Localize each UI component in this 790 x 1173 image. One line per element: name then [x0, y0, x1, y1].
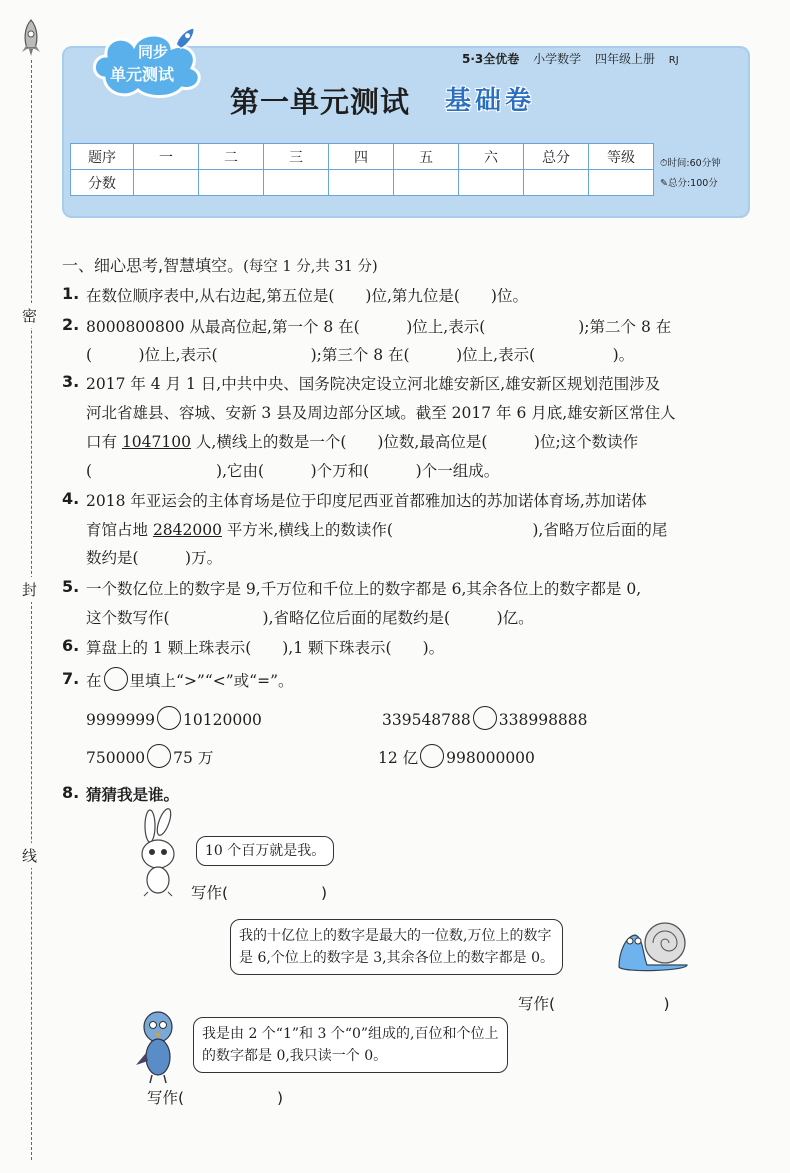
- speech-bubble-rabbit: 10 个百万就是我。: [196, 836, 334, 866]
- bird-icon: [128, 1005, 188, 1085]
- question-3-line2: 河北省雄县、容城、安新 3 县及周边部分区域。截至 2017 年 6 月底,雄安新区常住人: [86, 404, 676, 422]
- score-cell[interactable]: [134, 170, 199, 196]
- compare-item-3: [86, 744, 213, 768]
- question-2-line1: 8000800800 从最高位起,第一个 8 在( )位上,表示( );第二个 8 在: [86, 318, 672, 336]
- question-number: 5.: [62, 577, 80, 596]
- edition-label: RJ: [668, 55, 679, 66]
- table-head-cell: 题序: [71, 144, 134, 170]
- unit-test-badge: [86, 20, 216, 98]
- table-row-label: 分数: [71, 170, 134, 196]
- compare-left: 9999999: [86, 711, 156, 729]
- answer-prompt-2[interactable]: 写作( ): [518, 995, 670, 1013]
- score-icon: ✎: [660, 178, 668, 189]
- score-cell[interactable]: [264, 170, 329, 196]
- question-3-line1: 2017 年 4 月 1 日,中共中央、国务院决定设立河北雄安新区,雄安新区规划范围涉及: [86, 375, 661, 393]
- table-head-cell: 五: [394, 144, 459, 170]
- answer-prompt-3[interactable]: 写作( ): [147, 1089, 284, 1107]
- grade-label: 四年级上册: [594, 52, 655, 66]
- score-cell[interactable]: [459, 170, 524, 196]
- badge-line2: 单元测试: [110, 65, 175, 84]
- question-number: 2.: [62, 315, 80, 334]
- question-6-text: 算盘上的 1 颗上珠表示( ),1 颗下珠表示( )。: [86, 639, 445, 657]
- bubble-line: 的数字都是 0,我只读一个 0。: [202, 1048, 388, 1064]
- table-head-cell: 二: [199, 144, 264, 170]
- section-heading: [62, 253, 378, 276]
- time-label: 时间:60分钟: [667, 158, 721, 169]
- bubble-line: 是 6,个位上的数字是 3,其余各位上的数字都是 0。: [239, 950, 554, 966]
- score-cell[interactable]: [394, 170, 459, 196]
- table-head-cell: 一: [134, 144, 199, 170]
- score-cell[interactable]: [589, 170, 654, 196]
- time-info: [660, 155, 721, 169]
- question-3-line3: [86, 430, 638, 452]
- score-table-row: [71, 170, 654, 196]
- section-title: 一、细心思考,智慧填空。: [62, 256, 244, 275]
- compare-item-1: [86, 706, 262, 730]
- bubble-line: 我的十亿位上的数字是最大的一位数,万位上的数字: [239, 928, 552, 944]
- side-mark-seal: 封: [22, 577, 37, 602]
- q7-text-post: 里填上“>”“<”或“=”。: [129, 672, 294, 690]
- side-mark-line: 线: [22, 843, 37, 868]
- score-cell[interactable]: [524, 170, 589, 196]
- rabbit-icon: [128, 808, 192, 898]
- subject-label: 小学数学: [533, 52, 582, 66]
- score-table: [70, 143, 654, 196]
- score-cell[interactable]: [199, 170, 264, 196]
- compare-right: 75 万: [173, 749, 214, 767]
- table-head-cell: 等级: [589, 144, 654, 170]
- table-head-cell: 六: [459, 144, 524, 170]
- question-number: 8.: [62, 783, 80, 802]
- compare-left: 12 亿: [378, 749, 419, 767]
- brand-label: 5·3全优卷: [462, 52, 520, 66]
- question-2-line2: ( )位上,表示( );第三个 8 在( )位上,表示( )。: [86, 346, 635, 364]
- table-head-cell: 四: [329, 144, 394, 170]
- page-subtitle: 基础卷: [445, 86, 536, 116]
- question-number: 4.: [62, 489, 80, 508]
- bubble-line: 我是由 2 个“1”和 3 个“0”组成的,百位和个位上: [202, 1026, 499, 1042]
- question-4-line1: 2018 年亚运会的主体育场是位于印度尼西亚首都雅加达的苏加诺体育场,苏加诺体: [86, 492, 647, 510]
- question-number: 3.: [62, 372, 80, 391]
- binding-dashed-line: [31, 60, 32, 1160]
- compare-left: 750000: [86, 749, 146, 767]
- question-number: 1.: [62, 284, 80, 303]
- q3-text-post: 人,横线上的数是一个( )位数,最高位是( )位;这个数读作: [190, 433, 639, 451]
- question-4-line3: 数约是( )万。: [86, 549, 223, 567]
- compare-answer-circle[interactable]: [147, 744, 171, 768]
- side-mark-seal: 密: [22, 303, 37, 328]
- question-number: 6.: [62, 636, 80, 655]
- rocket-icon: [18, 18, 44, 58]
- question-1-text: 在数位顺序表中,从右边起,第五位是( )位,第九位是( )位。: [86, 287, 528, 305]
- table-head-cell: 三: [264, 144, 329, 170]
- speech-bubble-bird: [193, 1017, 508, 1073]
- badge-line1: 同步: [138, 43, 169, 61]
- compare-answer-circle[interactable]: [420, 744, 444, 768]
- page-title: 第一单元测试: [230, 85, 411, 119]
- total-info: [660, 175, 718, 189]
- compare-item-2: [382, 706, 588, 730]
- question-8-text: 猜猜我是谁。: [86, 786, 180, 804]
- question-4-line2: [86, 518, 667, 540]
- score-table-head: [71, 144, 654, 170]
- q3-text-pre: 口有: [86, 433, 122, 451]
- q4-underlined-number: 2842000: [152, 521, 222, 539]
- q4-text-pre: 育馆占地: [86, 521, 153, 539]
- compare-item-4: [378, 744, 535, 768]
- table-head-cell: 总分: [524, 144, 589, 170]
- score-cell[interactable]: [329, 170, 394, 196]
- question-5-line2: 这个数写作( ),省略亿位后面的尾数约是( )亿。: [86, 609, 534, 627]
- question-3-line4: ( ),它由( )个万和( )个一组成。: [86, 462, 500, 480]
- q4-text-post: 平方米,横线上的数读作( ),省略万位后面的尾: [221, 521, 668, 539]
- compare-right: 338998888: [498, 711, 588, 729]
- q7-text-pre: 在: [86, 672, 102, 690]
- speech-bubble-snail: [230, 919, 563, 975]
- clock-icon: ⏱: [660, 158, 668, 169]
- snail-icon: [613, 915, 693, 975]
- answer-prompt-1[interactable]: 写作( ): [191, 884, 328, 902]
- section-note: (每空 1 分,共 31 分): [243, 259, 378, 275]
- compare-right: 10120000: [183, 711, 262, 729]
- question-5-line1: 一个数亿位上的数字是 9,千万位和千位上的数字都是 6,其余各位上的数字都是 0,: [86, 580, 642, 598]
- compare-right: 998000000: [446, 749, 535, 767]
- q3-underlined-number: 1047100: [121, 433, 191, 451]
- total-label: 总分:100分: [667, 178, 718, 189]
- compare-left: 339548788: [382, 711, 471, 729]
- compare-answer-circle[interactable]: [473, 706, 497, 730]
- compare-circle: [104, 667, 128, 691]
- question-number: 7.: [62, 669, 80, 688]
- banner-top-info: [462, 50, 689, 67]
- compare-answer-circle[interactable]: [157, 706, 181, 730]
- question-7-text: [86, 667, 294, 691]
